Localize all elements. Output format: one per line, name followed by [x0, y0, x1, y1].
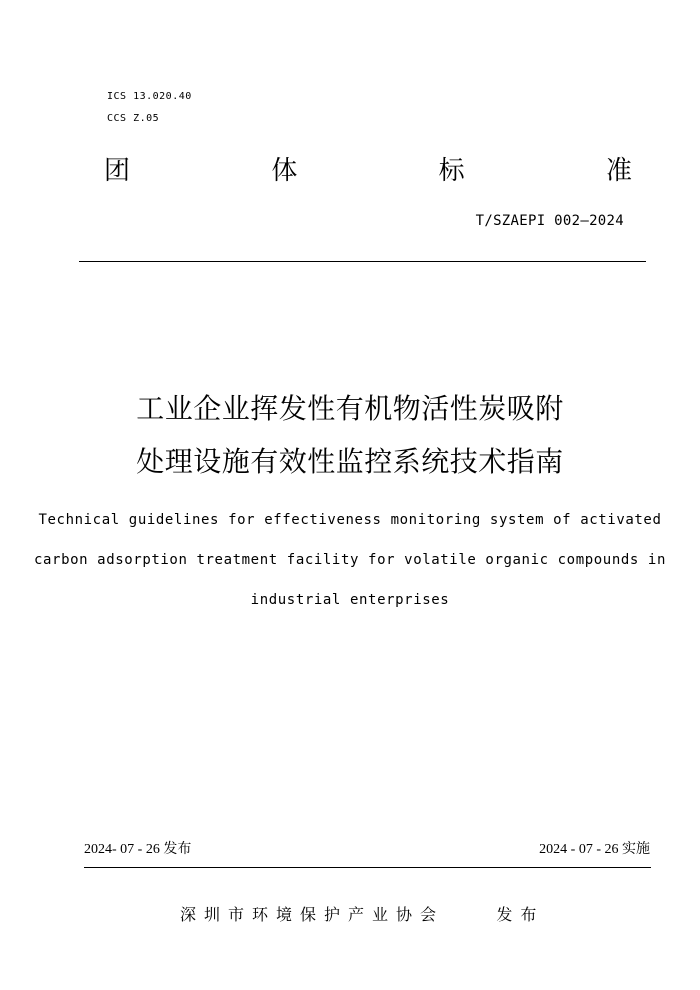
- footer-divider: [84, 867, 651, 868]
- standard-type-char: 团: [104, 156, 131, 186]
- standard-type-char: 准: [605, 156, 632, 186]
- chinese-title-line-2: 处理设施有效性监控系统技术指南: [136, 445, 564, 478]
- english-title-line-3: industrial enterprises: [250, 592, 450, 608]
- header-divider: [79, 261, 646, 262]
- publisher-name: 深圳市环境保护产业协会: [180, 905, 445, 924]
- publisher-line: [180, 902, 544, 925]
- release-date: 2024- 07 - 26 发布: [84, 842, 192, 857]
- standard-type-char: 标: [438, 156, 465, 186]
- implementation-date: 2024 - 07 - 26 实施: [539, 842, 650, 857]
- ics-code: ICS 13.020.40: [107, 91, 192, 102]
- standard-type-heading: [104, 150, 632, 187]
- ccs-code: CCS Z.05: [107, 113, 160, 124]
- standard-type-char: 体: [271, 156, 298, 186]
- standard-number: T/SZAEPI 002—2024: [475, 213, 624, 229]
- publish-label: 发布: [496, 905, 545, 924]
- english-title-line-1: Technical guidelines for effectiveness monitoring system of activated: [38, 512, 662, 528]
- chinese-title-line-1: 工业企业挥发性有机物活性炭吸附: [136, 392, 564, 425]
- english-title-line-2: carbon adsorption treatment facility for volatile organic compounds in: [33, 552, 666, 568]
